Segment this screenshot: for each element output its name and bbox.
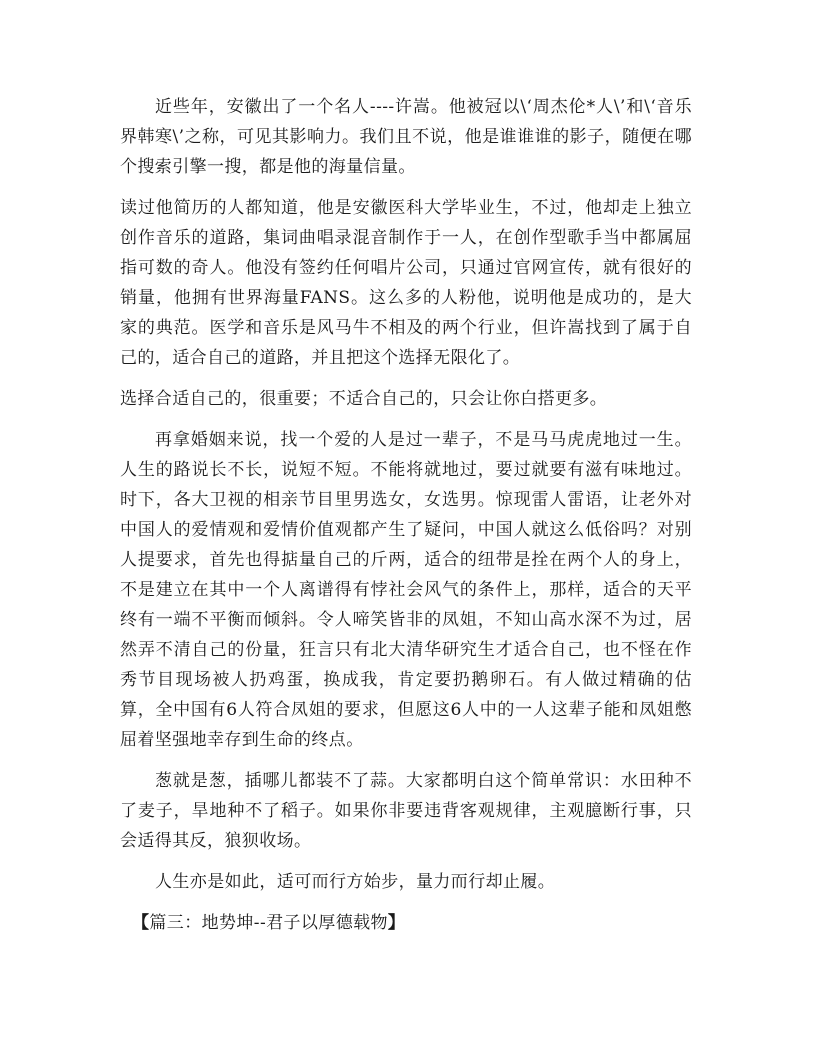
paragraph-3: 选择合适自己的，很重要；不适合自己的，只会让你白搭更多。 — [120, 389, 608, 409]
heading-open-bracket: 【 — [132, 913, 150, 933]
paragraph-2: 读过他简历的人都知道，他是安徽医科大学毕业生，不过，他却走上独立创作音乐的道路，集词曲唱录混音制作于一人，在创作型歌手当中都属屈指可数的奇人。他没有签约任何唱片公司，只通过官网宣传，就有很好的销量，他拥有世界海量FANS。这么多的人粉他，说明他是成功的，是大家的典范。医学和音乐是风马牛不相及的两个行业，但许嵩找到了属于自己的，适合自己的道路，并且把这个选择无限化了。 — [120, 198, 692, 368]
paragraph-5: 葱就是葱，插哪儿都装不了蒜。大家都明白这个简单常识：水田种不了麦子，旱地种不了稻子。如果你非要违背客观规律，主观臆断行事，只会适得其反，狼狈收场。 — [120, 771, 692, 851]
paragraph-4: 再拿婚姻来说，找一个爱的人是过一辈子，不是马马虎虎地过一生。人生的路说长不长，说短不短。不能将就地过，要过就要有滋有味地过。时下，各大卫视的相亲节目里男选女，女选男。惊现雷人雷语，让老外对中国人的爱情观和爱情价值观都产生了疑问，中国人就这么低俗吗？对别人提要求，首先也得掂量自己的斤两，适合的纽带是拴在两个人的身上，不是建立在其中一个人离谱得有悖社会风气的条件上，那样，适合的天平终有一端不平衡而倾斜。令人啼笑皆非的凤姐，不知山高水深不为过，居然弄不清自己的份量，狂言只有北大清华研究生才适合自己，也不怪在作秀节目现场被人扔鸡蛋，换成我，肯定要扔鹅卵石。有人做过精确的估算，全中国有6人符合凤姐的要求，但愿这6人中的一人这辈子能和凤姐憋屈着坚强地幸存到生命的终点。 — [120, 430, 692, 750]
heading-close-bracket: 】 — [387, 913, 406, 933]
paragraph-6: 人生亦是如此，适可而行方始步，量力而行却止履。 — [155, 872, 556, 892]
heading-text: 篇三：地势坤--君子以厚德载物 — [149, 913, 388, 933]
paragraph-1: 近些年，安徽出了一个名人----许嵩。他被冠以\‘周杰伦*人\’和\‘音乐界韩寒\’之称，可见其影响力。我们且不说，他是谁谁谁的影子，随便在哪个搜索引擎一搜，都是他的海量信量。 — [120, 97, 692, 177]
document-page — [120, 92, 692, 938]
section-heading — [132, 908, 692, 938]
